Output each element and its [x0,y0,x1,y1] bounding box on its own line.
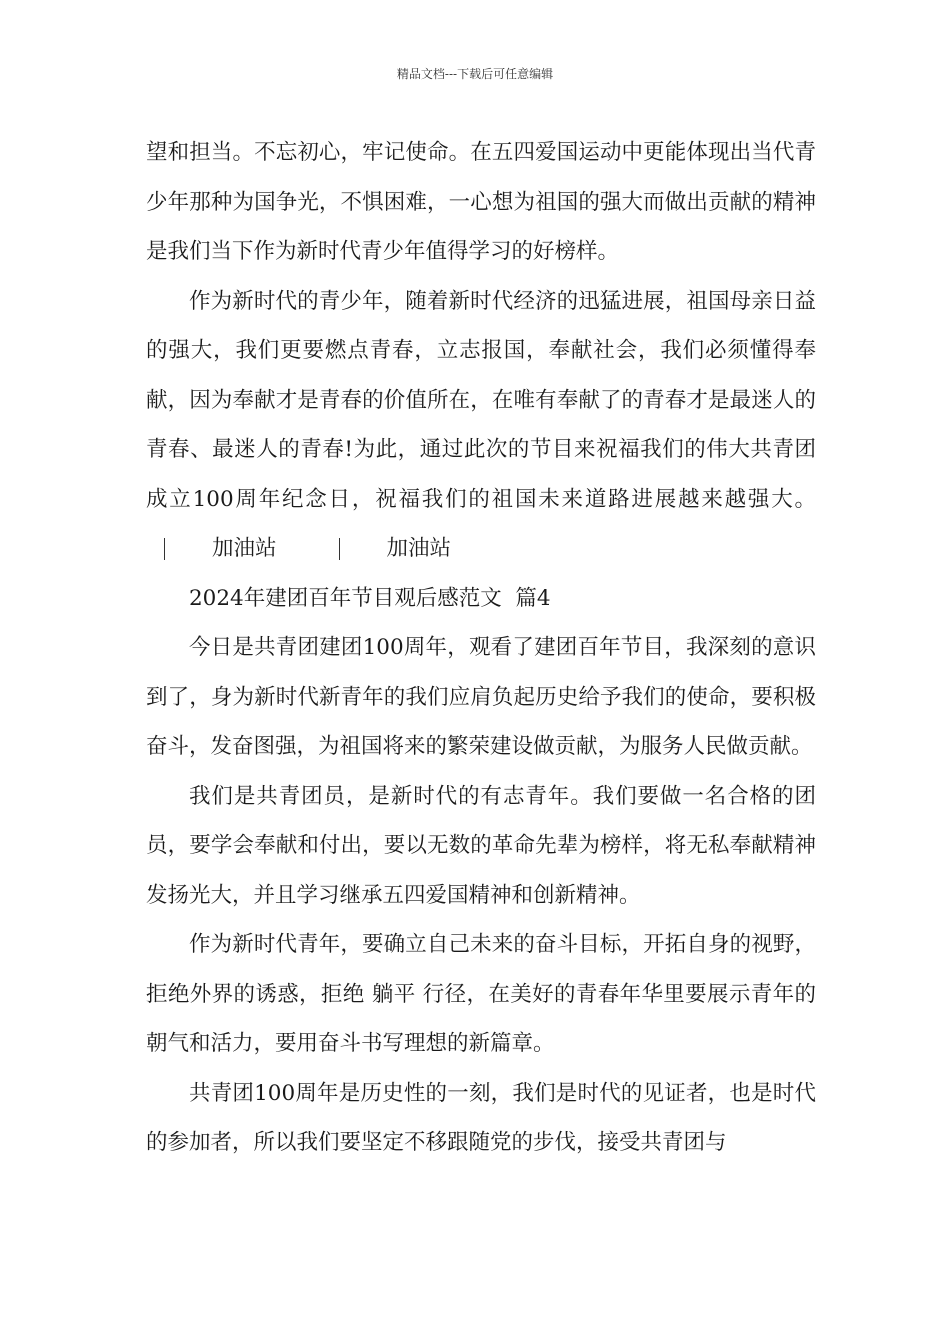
paragraph-text: 作为新时代青年，要确立自己未来的奋斗目标，开拓自身的视野，拒绝外界的诱惑，拒绝 躺平 行径，在美好的青春年华里要展示青年的朝气和活力，要用奋斗书写理想的新篇章。 [146,932,816,1056]
paragraph [146,623,816,772]
paragraph [146,920,816,1069]
section-title [146,574,816,624]
link-jiayouzhan-1[interactable]: 加油站 [164,538,277,560]
paragraph-text: 今日是共青团建团100周年，观看了建团百年节目，我深刻的意识到了，身为新时代新青年的我们应肩负起历史给予我们的使命，要积极奋斗，发奋图强，为祖国将来的繁荣建设做贡献，为服务人民做贡献。 [146,635,816,759]
page-header: 精品文档---下载后可任意编辑 [396,67,554,81]
paragraph-text: 望和担当。不忘初心，牢记使命。在五四爱国运动中更能体现出当代青少年那种为国争光，不惧困难，一心想为祖国的强大而做出贡献的精神是我们当下作为新时代青少年值得学习的好榜样。 [146,140,816,264]
paragraph-text: 作为新时代的青少年，随着新时代经济的迅猛进展，祖国母亲日益的强大，我们更要燃点青春，立志报国，奉献社会，我们必须懂得奉献，因为奉献才是青春的价值所在，在唯有奉献了的青春才是最迷人的青春、最迷人的青春!为此，通过此次的节目来祝福我们的伟大共青团成立100周年纪念日，祝福我们的祖国未来道路进展越来越强大。 [146,288,816,512]
paragraph-continued [146,128,816,277]
inline-links [146,536,451,561]
paragraph [146,1069,816,1168]
paragraph [146,772,816,921]
link-jiayouzhan-2[interactable]: 加油站 [339,538,452,560]
section-title-text: 2024年建团百年节目观后感范文 篇4 [189,585,551,611]
paragraph-text: 我们是共青团员，是新时代的有志青年。我们要做一名合格的团员，要学会奉献和付出，要以无数的革命先辈为榜样，将无私奉献精神发扬光大，并且学习继承五四爱国精神和创新精神。 [146,783,816,908]
paragraph [146,277,816,574]
paragraph-text: 共青团100周年是历史性的一刻，我们是时代的见证者，也是时代的参加者，所以我们要坚定不移跟随党的步伐，接受共青团与 [146,1080,816,1155]
document-body [146,128,816,1168]
